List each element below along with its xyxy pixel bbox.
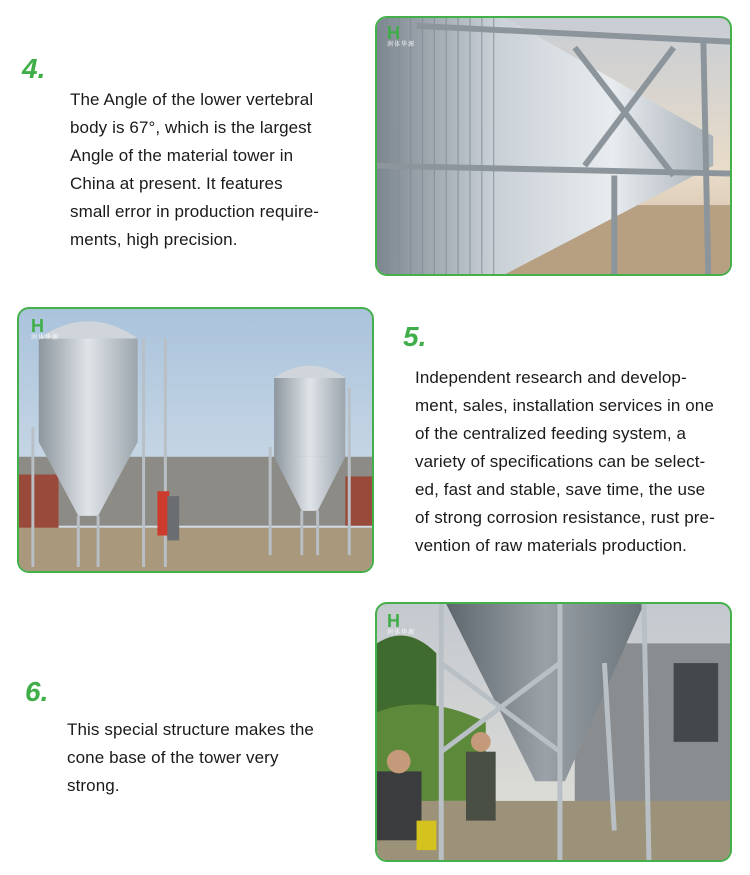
section-5-text: Independent research and develop- ment, sales, installation services in one of the centralized feeding system, a variety of specifications can be select- ed, fast and stable, save time, the use of strong corrosion resistance, rust pre- vention of raw materials production. bbox=[415, 368, 715, 555]
section-4-number: 4. bbox=[22, 53, 46, 84]
two-silos-farm-photo bbox=[17, 307, 374, 573]
silo-cone-closeup-photo bbox=[375, 16, 732, 276]
section-5-number: 5. bbox=[403, 321, 427, 352]
section-4-text: The Angle of the lower vertebral body is 67°, which is the largest Angle of the material tower in China at present. It features small error in production require- ments, high precision. bbox=[70, 90, 320, 249]
brand-logo: H 润体华源 bbox=[387, 611, 416, 636]
brand-logo: H 润体华源 bbox=[31, 316, 60, 341]
section-6-text: This special structure makes the cone base of the tower very strong. bbox=[67, 720, 314, 795]
brand-logo: H 润体华源 bbox=[387, 23, 416, 48]
section-6-number: 6. bbox=[25, 676, 49, 707]
silo-base-workers-photo bbox=[375, 602, 732, 862]
